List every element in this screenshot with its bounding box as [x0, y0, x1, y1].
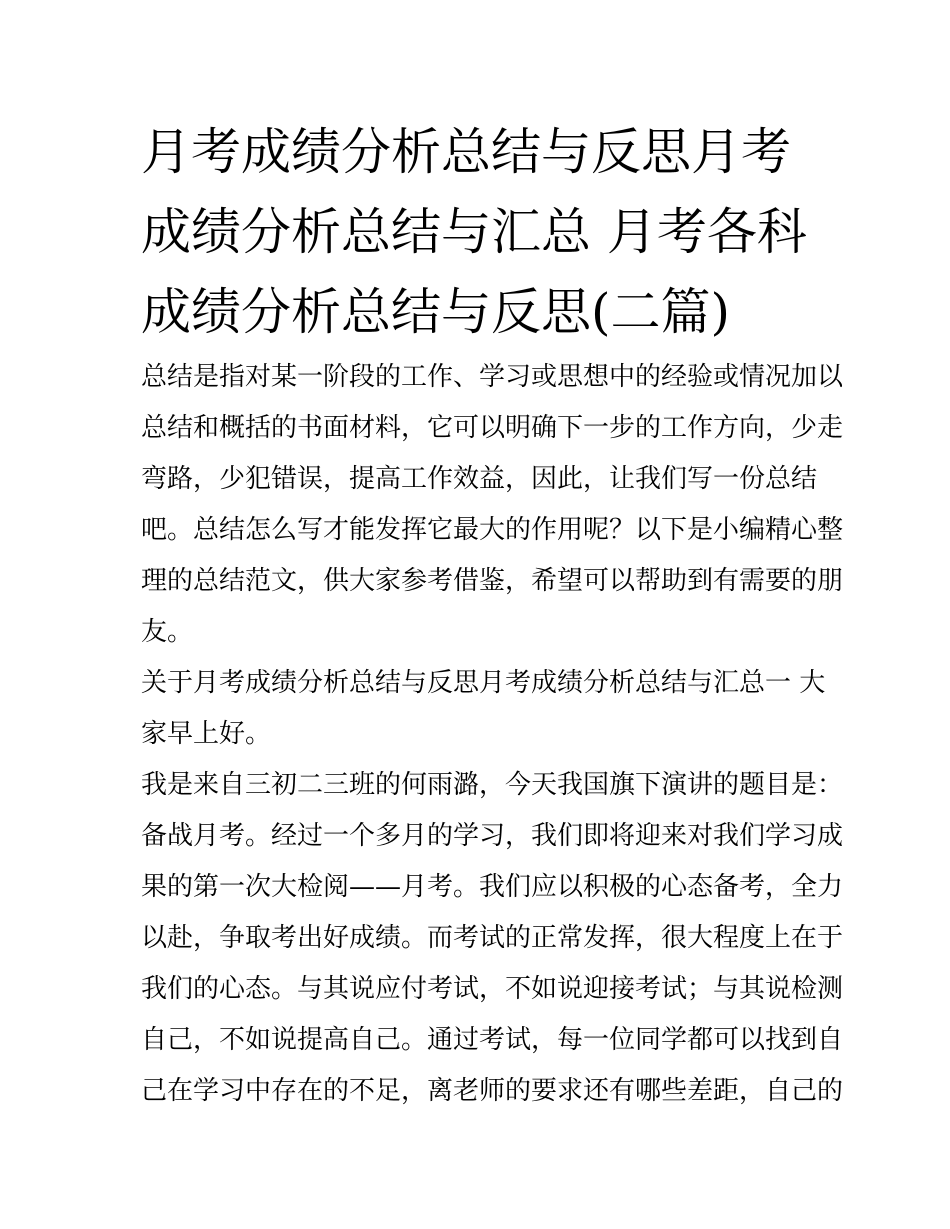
body-line-2: 总结和概括的书面材料，它可以明确下一步的工作方向，少走: [141, 413, 844, 443]
body-line-4: 吧。总结怎么写才能发挥它最大的作用呢？以下是小编精心整: [141, 515, 844, 545]
title-line-2: 成绩分析总结与汇总 月考各科: [141, 203, 807, 261]
document-body: [141, 352, 844, 1117]
body-line-11: 果的第一次大检阅——月考。我们应以积极的心态备考，全力: [141, 872, 844, 902]
body-line-15: 己在学习中存在的不足，离老师的要求还有哪些差距，自己的: [141, 1076, 844, 1106]
body-line-9: 我是来自三初二三班的何雨潞，今天我国旗下演讲的题目是：: [141, 770, 844, 800]
body-line-14: 自己，不如说提高自己。通过考试，每一位同学都可以找到自: [141, 1025, 844, 1055]
body-line-1: 总结是指对某一阶段的工作、学习或思想中的经验或情况加以: [141, 362, 844, 392]
body-line-7: 关于月考成绩分析总结与反思月考成绩分析总结与汇总一 大: [141, 668, 826, 698]
document-title: [141, 112, 809, 352]
body-line-13: 我们的心态。与其说应付考试，不如说迎接考试；与其说检测: [141, 974, 844, 1004]
body-line-12: 以赴，争取考出好成绩。而考试的正常发挥，很大程度上在于: [141, 923, 844, 953]
body-line-10: 备战月考。经过一个多月的学习，我们即将迎来对我们学习成: [141, 821, 844, 851]
body-line-5: 理的总结范文，供大家参考借鉴，希望可以帮助到有需要的朋: [141, 566, 844, 596]
body-line-6: 友。: [141, 617, 194, 647]
title-line-3: 成绩分析总结与反思(二篇): [141, 283, 731, 341]
title-line-1: 月考成绩分析总结与反思月考: [141, 123, 791, 181]
body-line-3: 弯路，少犯错误，提高工作效益，因此，让我们写一份总结: [141, 464, 818, 494]
body-line-8: 家早上好。: [141, 719, 272, 749]
